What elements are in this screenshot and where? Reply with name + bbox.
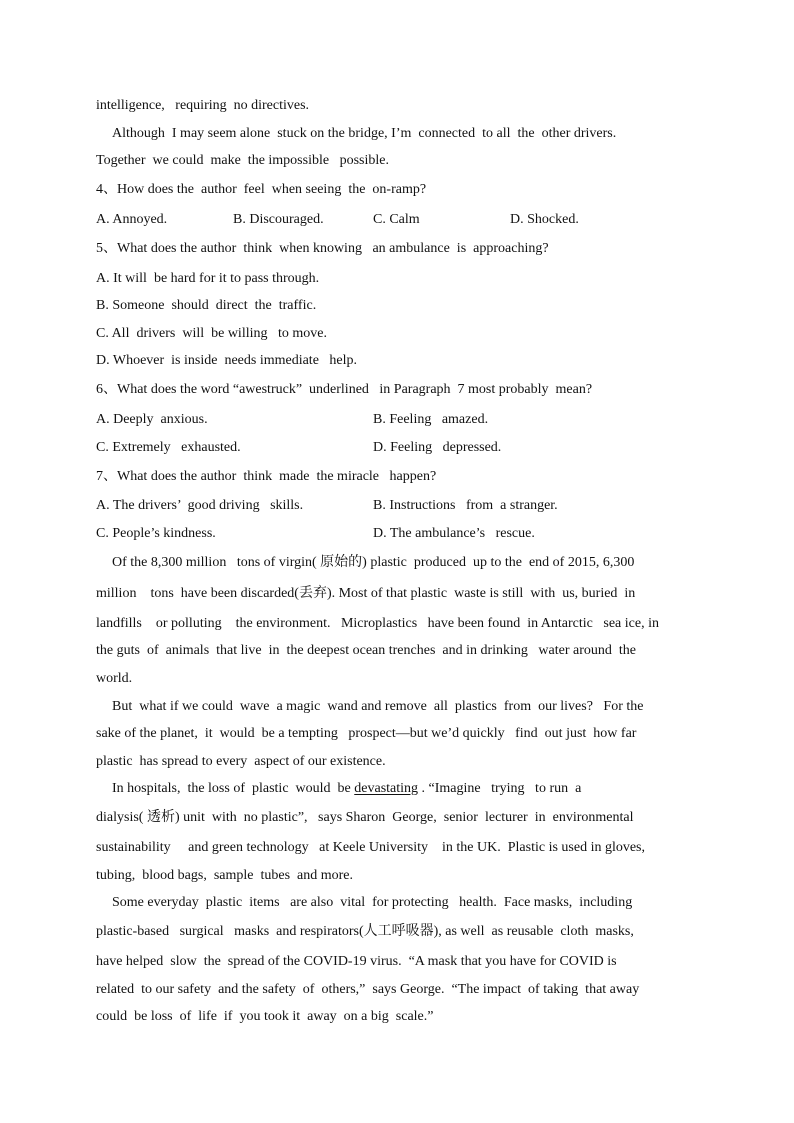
passage-line: Some everyday plastic items are also vital for protecting health. Face masks, including	[112, 895, 633, 910]
passage-line: the guts of animals that live in the deepest ocean trenches and in drinking water around the	[96, 643, 637, 658]
passage-line: Of the 8,300 million tons of virgin( 原始的) plastic produced up to the end of 2015, 6,300	[112, 555, 635, 570]
question-7-option-d: D. The ambulance’s rescue.	[373, 526, 535, 541]
passage-line: dialysis( 透析) unit with no plastic”, says Sharon George, senior lecturer in environmental	[96, 810, 634, 825]
passage-line: could be loss of life if you took it away on a big scale.”	[96, 1009, 434, 1024]
question-6-option-d: D. Feeling depressed.	[373, 440, 502, 455]
passage-line: landfills or polluting the environment. Microplastics have been found in Antarctic sea ice, in	[96, 616, 659, 631]
passage-line-with-underlined-word	[112, 780, 581, 798]
question-4-option-a: A. Annoyed.	[96, 212, 168, 227]
passage-line: sake of the planet, it would be a tempting prospect—but we’d quickly find out just how far	[96, 726, 637, 741]
question-6-stem: 6、What does the word “awestruck” underlined in Paragraph 7 most probably mean?	[96, 382, 593, 397]
passage-line: sustainability and green technology at Keele University in the UK. Plastic is used in gloves,	[96, 840, 646, 855]
question-4-stem: 4、How does the author feel when seeing the on-ramp?	[96, 182, 427, 197]
question-7-option-a: A. The drivers’ good driving skills.	[96, 498, 304, 513]
question-4-option-b: B. Discouraged.	[233, 212, 324, 227]
question-5-option-d: D. Whoever is inside needs immediate help.	[96, 353, 358, 368]
question-7-stem: 7、What does the author think made the miracle happen?	[96, 469, 437, 484]
question-6-option-b: B. Feeling amazed.	[373, 412, 489, 427]
question-7-option-c: C. People’s kindness.	[96, 526, 216, 541]
question-5-stem: 5、What does the author think when knowing an ambulance is approaching?	[96, 241, 549, 256]
question-6-option-c: C. Extremely exhausted.	[96, 440, 241, 455]
passage-line: related to our safety and the safety of others,” says George. “The impact of taking that away	[96, 982, 640, 997]
passage-line: Although I may seem alone stuck on the bridge, I’m connected to all the other drivers.	[112, 126, 617, 141]
underlined-word: devastating	[354, 781, 419, 796]
question-4-option-c: C. Calm	[373, 212, 420, 227]
passage-line: plastic has spread to every aspect of our existence.	[96, 754, 386, 769]
question-4-option-d: D. Shocked.	[510, 212, 579, 227]
passage-line: plastic-based surgical masks and respirators(人工呼吸器), as well as reusable cloth masks,	[96, 924, 634, 939]
passage-line: But what if we could wave a magic wand and remove all plastics from our lives? For the	[112, 699, 644, 714]
passage-line: Together we could make the impossible possible.	[96, 153, 389, 168]
passage-line: intelligence, requiring no directives.	[96, 98, 310, 113]
line-text-before: In hospitals, the loss of plastic would be	[112, 781, 355, 796]
question-5-option-c: C. All drivers will be willing to move.	[96, 326, 327, 341]
question-5-option-a: A. It will be hard for it to pass through.	[96, 271, 320, 286]
passage-line: million tons have been discarded(丢弃). Most of that plastic waste is still with us, buried in	[96, 586, 636, 601]
line-text-after: . “Imagine trying to run a	[418, 781, 582, 796]
question-7-option-b: B. Instructions from a stranger.	[373, 498, 558, 513]
passage-line: tubing, blood bags, sample tubes and more.	[96, 868, 354, 883]
question-5-option-b: B. Someone should direct the traffic.	[96, 298, 317, 313]
passage-line: have helped slow the spread of the COVID-19 virus. “A mask that you have for COVID is	[96, 954, 617, 969]
question-6-option-a: A. Deeply anxious.	[96, 412, 208, 427]
passage-line: world.	[96, 671, 133, 686]
